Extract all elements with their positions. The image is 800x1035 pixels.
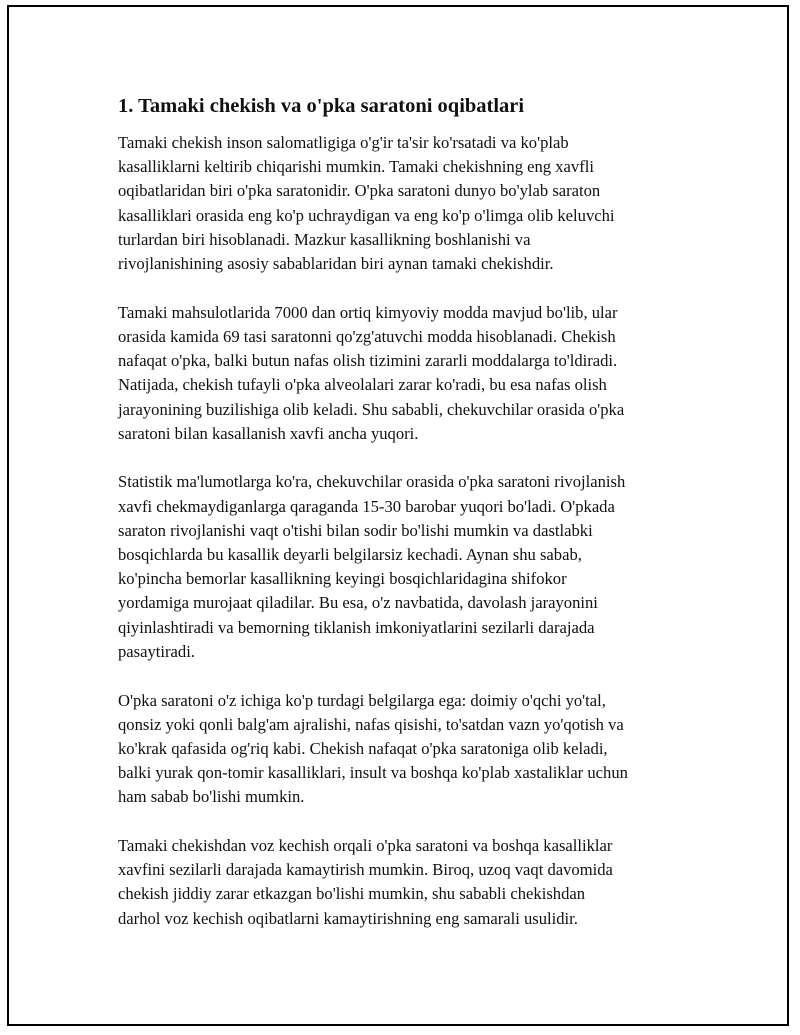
paragraph-line: ko'pincha bemorlar kasallikning keyingi bosqichlaridagina shifokor [118, 569, 567, 589]
paragraph-line: Natijada, chekish tufayli o'pka alveolalari zarar ko'radi, bu esa nafas olish [118, 375, 607, 395]
document-body [118, 93, 698, 955]
paragraph-line: Tamaki chekishdan voz kechish orqali o'pka saratoni va boshqa kasalliklar [118, 836, 613, 856]
paragraph-line: saratoni bilan kasallanish xavfi ancha yuqori. [118, 423, 419, 443]
paragraph-line: kasalliklarni keltirib chiqarishi mumkin. Tamaki chekishning eng xavfli [118, 157, 594, 177]
paragraph-line: xavfini sezilarli darajada kamaytirish mumkin. Biroq, uzoq vaqt davomida [118, 860, 613, 880]
paragraph-line: jarayonining buzilishiga olib keladi. Shu sababli, chekuvchilar orasida o'pka [118, 399, 625, 419]
paragraph-line: Tamaki chekish inson salomatligiga o'g'ir ta'sir ko'rsatadi va ko'plab [118, 133, 569, 152]
paragraph-4 [118, 689, 698, 810]
paragraph-line: oqibatlaridan biri o'pka saratonidir. O'pka saratoni dunyo bo'ylab saraton [118, 181, 601, 201]
paragraph-line: Tamaki mahsulotlarida 7000 dan ortiq kimyoviy modda mavjud bo'lib, ular [118, 302, 618, 322]
paragraph-line: Statistik ma'lumotlarga ko'ra, chekuvchilar orasida o'pka saratoni rivojlanish [118, 472, 626, 492]
paragraph-line: qonsiz yoki qonli balg'am ajralishi, nafas qisishi, to'satdan vazn yo'qotish va [118, 714, 624, 734]
paragraph-1 [118, 131, 698, 276]
paragraph-line: pasaytiradi. [118, 641, 195, 661]
paragraph-line: ko'krak qafasida og'riq kabi. Chekish nafaqat o'pka saratoniga olib keladi, [118, 738, 608, 758]
paragraph-line: nafaqat o'pka, balki butun nafas olish tizimini zararli moddalarga to'ldiradi. [118, 351, 618, 371]
paragraph-line: balki yurak qon-tomir kasalliklari, insult va boshqa ko'plab xastaliklar uchun [118, 763, 628, 783]
paragraph-line: turlardan biri hisoblanadi. Mazkur kasallikning boshlanishi va [118, 229, 531, 249]
paragraph-line: chekish jiddiy zarar etkazgan bo'lishi mumkin, shu sababli chekishdan [118, 884, 586, 904]
paragraph-3 [118, 470, 698, 664]
paragraph-line: orasida kamida 69 tasi saratonni qo'zg'atuvchi modda hisoblanadi. Chekish [118, 326, 616, 346]
paragraph-line: O'pka saratoni o'z ichiga ko'p turdagi belgilarga ega: doimiy o'qchi yo'tal, [118, 690, 606, 710]
paragraph-5 [118, 834, 698, 931]
paragraph-line: yordamiga murojaat qiladilar. Bu esa, o'z navbatida, davolash jarayonini [118, 593, 598, 613]
paragraph-line: rivojlanishining asosiy sabablaridan biri aynan tamaki chekishdir. [118, 254, 554, 274]
paragraph-line: saraton rivojlanishi vaqt o'tishi bilan sodir bo'lishi mumkin va dastlabki [118, 520, 593, 540]
paragraph-line: bosqichlarda bu kasallik deyarli belgilarsiz kechadi. Aynan shu sabab, [118, 545, 582, 565]
paragraph-line: qiyinlashtiradi va bemorning tiklanish imkoniyatlarini sezilarli darajada [118, 617, 595, 637]
paragraph-line: xavfi chekmaydiganlarga qaraganda 15-30 barobar yuqori bo'ladi. O'pkada [118, 496, 615, 516]
document-title: 1. Tamaki chekish va o'pka saratoni oqibatlari [118, 95, 525, 117]
paragraph-line: kasalliklari orasida eng ko'p uchraydigan va eng ko'p o'limga olib keluvchi [118, 205, 615, 225]
paragraph-2 [118, 301, 698, 446]
paragraph-line: ham sabab bo'lishi mumkin. [118, 787, 305, 807]
paragraph-line: darhol voz kechish oqibatlarni kamaytirishning eng samarali usulidir. [118, 908, 578, 928]
